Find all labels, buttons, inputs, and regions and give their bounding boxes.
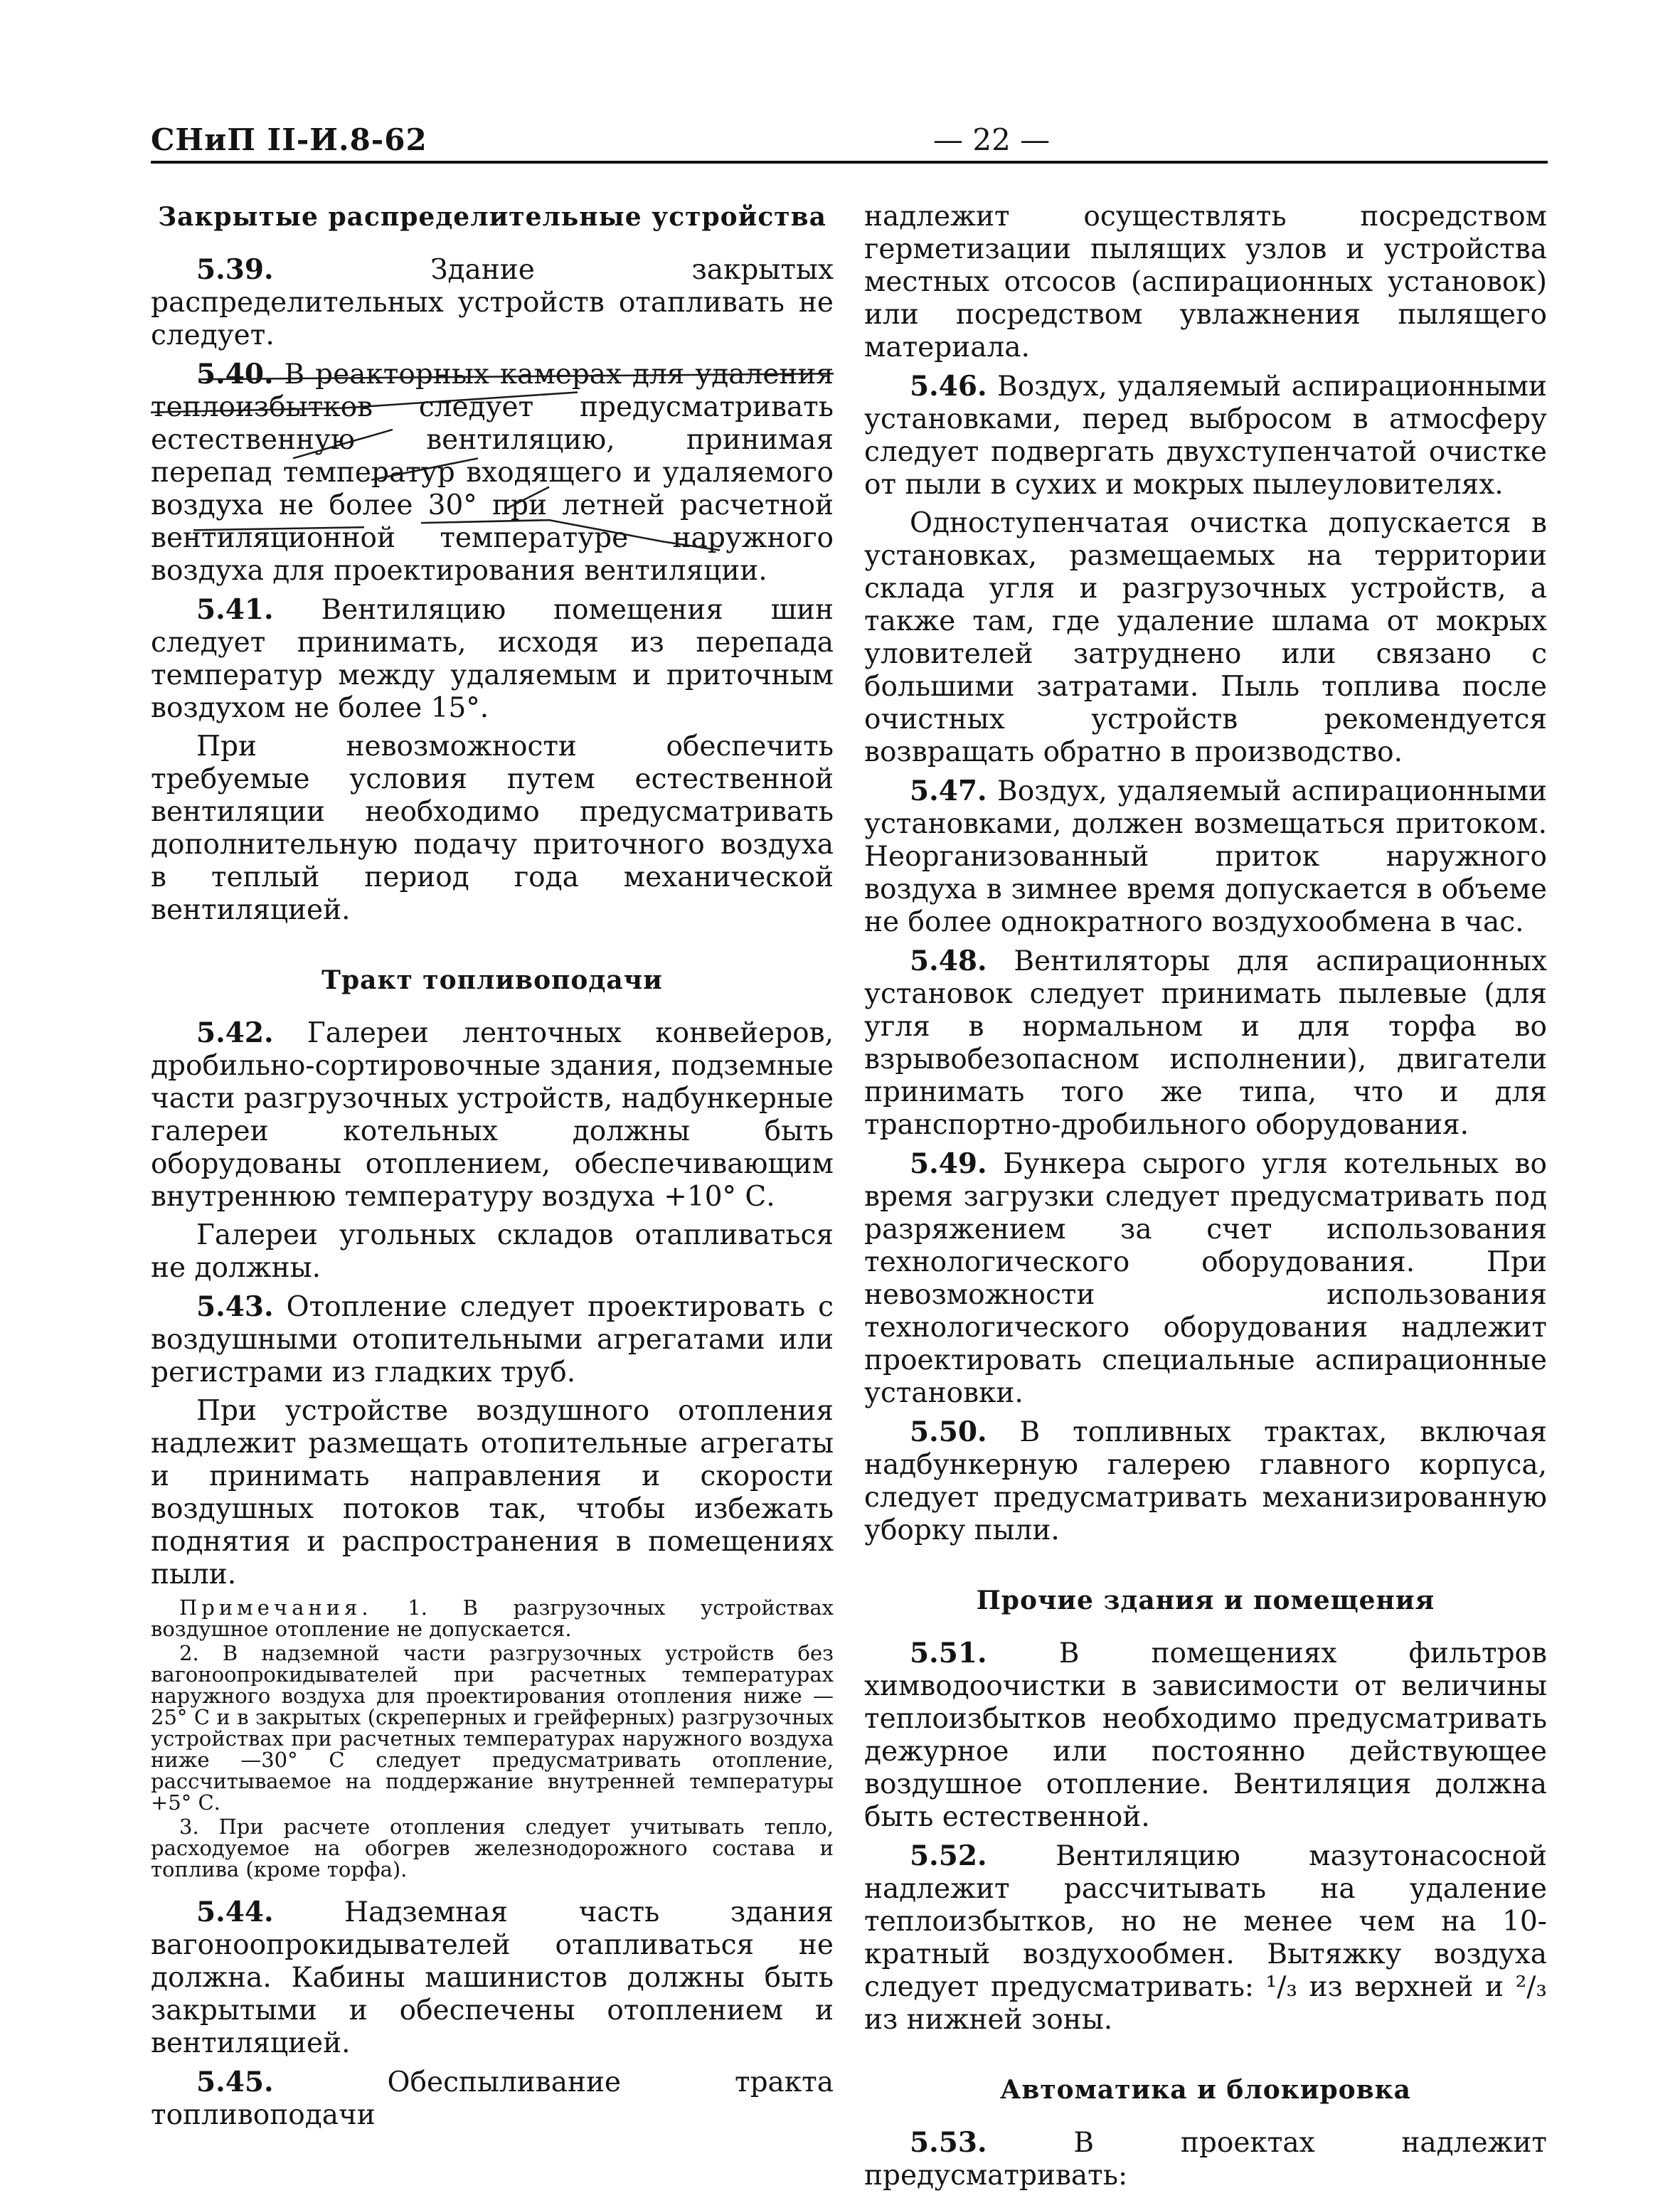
paragraph-text: В топливных трактах, включая надбункерную галерею главного корпуса, следует предусматривать механизированную уборку пыли. <box>864 1416 1547 1546</box>
paragraph-5-53 <box>864 2126 1547 2192</box>
note-text: 1. В разгрузочных устройствах воздушное отопление не допускается. <box>151 1596 834 1641</box>
paragraph-5-41-cont: При невозможности обеспечить требуемые условия путем естественной вентиляции необходимо предусматривать дополнительную подачу приточного воздуха в теплый период года механической вентиляцией. <box>151 731 834 926</box>
paragraph-5-43-cont: При устройстве воздушного отопления надлежит размещать отопительные агрегаты и принимать направления и скорости воздушных потоков так, чтобы избежать поднятия и распространения в помещениях пыли. <box>151 1395 834 1591</box>
paragraph-5-52 <box>864 1839 1547 2037</box>
page-number: — 22 — <box>933 122 1051 157</box>
paragraph-text: Вентиляторы для аспирационных установок следует принимать пылевые (для угля в нормальном и для торфа во взрывобезопасном исполнении), двигатели принимать того же типа, что и для транспортно-дробильного оборудования. <box>864 945 1547 1141</box>
notes-block <box>151 1597 834 1880</box>
paragraph-text: Обеспыливание тракта топливоподачи <box>151 2066 834 2131</box>
clause-number: 5.49. <box>910 1147 987 1180</box>
clause-number: 5.47. <box>910 775 987 807</box>
note-3: 3. При расчете отопления следует учитывать тепло, расходуемое на обогрев железнодорожного состава и топлива (кроме торфа). <box>151 1815 834 1881</box>
paragraph-text: Надземная часть здания вагоноопрокидывателей отапливаться не должна. Кабины машинистов должны быть закрытыми и обеспечены отоплением и вентиляцией. <box>151 1896 834 2059</box>
paragraph-5-49 <box>864 1147 1547 1410</box>
clause-number: 5.42. <box>196 1016 274 1049</box>
paragraph-text: Воздух, удаляемый аспирационными установками, должен возмещаться притоком. Неорганизованный приток наружного воздуха в зимнее время допускается в объеме не более однократного воздухообмена в час. <box>864 775 1547 938</box>
clause-number: 5.39. <box>196 253 274 286</box>
clause-number: 5.48. <box>910 945 987 977</box>
clause-number: 5.46. <box>910 370 987 403</box>
paragraph-5-45 <box>151 2066 834 2132</box>
section-title-switchgear: Закрытые распределительные устройства <box>158 202 826 232</box>
paragraph-text: В помещениях фильтров химводоочистки в зависимости от величины теплоизбытков необходимо предусматривать дежурное или постоянно действующее воздушное отопление. Вентиляция должна быть естественной. <box>864 1637 1547 1833</box>
paragraph-text: В реакторных камерах для удаления теплоизбытков следует предусматривать естественную вентиляцию, принимая перепад температур входящего и удаляемого воздуха не более 30° при летней расчетной вентиляционной температуре наружного воздуха для проектирования вентиляции. <box>151 359 834 587</box>
clause-number: 5.53. <box>910 2126 987 2159</box>
section-title-other-buildings: Прочие здания и помещения <box>976 1586 1435 1615</box>
paragraph-5-51 <box>864 1637 1547 1834</box>
paragraph-text: Бункера сырого угля котельных во время загрузки следует предусматривать под разряжением за счет использования технологического оборудования. При невозможности использования технологического оборудования надлежит проектировать специальные аспирационные установки. <box>864 1148 1547 1409</box>
left-column <box>151 201 834 2138</box>
paragraph-text: В проектах надлежит предусматривать: <box>864 2127 1547 2192</box>
right-column <box>864 201 1547 2198</box>
document-code: СНиП II-И.8-62 <box>151 122 427 157</box>
paragraph-5-46-cont: Одноступенчатая очистка допускается в установках, размещаемых на территории склада угля и разгрузочных устройств, а также там, где удаление шлама от мокрых уловителей затруднено или связано с большими затратами. Пыль топлива после очистных устройств рекомендуется возвращать обратно в производство. <box>864 507 1547 768</box>
clause-number: 5.50. <box>910 1416 987 1448</box>
paragraph-text: Галереи ленточных конвейеров, дробильно-сортировочные здания, подземные части разгрузочных устройств, надбункерные галереи котельных должны быть оборудованы отоплением, обеспечивающим внутреннюю температуру воздуха +10° С. <box>151 1017 834 1213</box>
paragraph-5-40 <box>151 358 834 588</box>
paragraph-5-43 <box>151 1290 834 1389</box>
clause-number: 5.44. <box>196 1896 274 1928</box>
clause-number: 5.41. <box>196 593 274 626</box>
paragraph-text: Отопление следует проектировать с воздушными отопительными агрегатами или регистрами из гладких труб. <box>151 1291 834 1389</box>
paragraph-5-50 <box>864 1416 1547 1547</box>
clause-number: 5.51. <box>910 1637 987 1669</box>
clause-number: 5.45. <box>196 2066 274 2098</box>
clause-number: 5.43. <box>196 1290 274 1323</box>
paragraph-text: Воздух, удаляемый аспирационными установками, перед выбросом в атмосферу следует подвергать двухступенчатой очистке от пыли в сухих и мокрых пылеуловителях. <box>864 371 1547 501</box>
section-title-automation: Автоматика и блокировка <box>1000 2075 1411 2105</box>
paragraph-5-42-cont: Галереи угольных складов отапливаться не должны. <box>151 1219 834 1284</box>
notes-label: Примечания. <box>179 1596 373 1620</box>
paragraph-5-48 <box>864 945 1547 1142</box>
paragraph-text: Здание закрытых распределительных устройств отапливать не следует. <box>151 254 834 351</box>
page-header <box>151 121 1548 164</box>
paragraph-text: Вентиляцию помещения шин следует принимать, исходя из перепада температур между удаляемым и приточным воздухом не более 15°. <box>151 594 834 724</box>
note-2: 2. В надземной части разгрузочных устройств без вагоноопрокидывателей при расчетных температурах наружного воздуха для проектирования отопления ниже —25° С и в закрытых (скреперных и грейферных) разгрузочных устройствах при расчетных температурах наружного воздуха ниже —30° С следует предусматривать отопление, рассчитываемое на поддержание внутренней температуры +5° С. <box>151 1641 834 1815</box>
paragraph-5-44 <box>151 1896 834 2060</box>
paragraph-5-39 <box>151 253 834 352</box>
paragraph-text: Вентиляцию мазутонасосной надлежит рассчитывать на удаление теплоизбытков, но не менее чем на 10-кратный воздухообмен. Вытяжку воздуха следует предусматривать: ¹/₃ из верхней и ²/₃ из нижней зоны. <box>864 1840 1547 2036</box>
paragraph-5-41 <box>151 593 834 725</box>
clause-number: 5.52. <box>910 1839 987 1872</box>
note-1 <box>151 1597 834 1640</box>
paragraph-5-47 <box>864 775 1547 939</box>
clause-number: 5.40. <box>196 358 274 391</box>
paragraph-5-42 <box>151 1016 834 1214</box>
section-title-fuel-supply: Тракт топливоподачи <box>321 965 663 995</box>
paragraph-5-46 <box>864 370 1547 501</box>
paragraph-5-45-cont: надлежит осуществлять посредством герметизации пылящих узлов и устройства местных отсосов (аспирационных установок) или посредством увлажнения пылящего материала. <box>864 201 1547 363</box>
